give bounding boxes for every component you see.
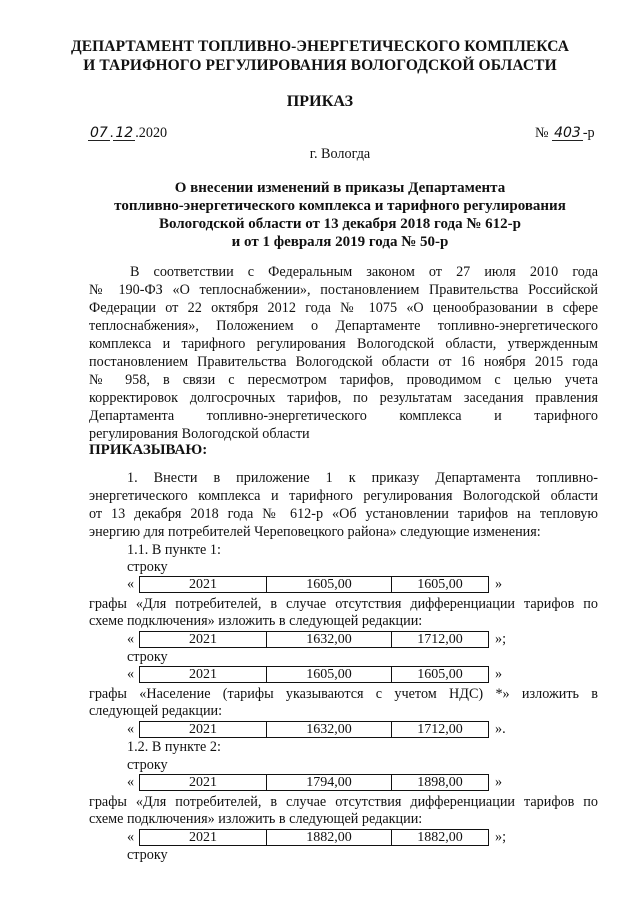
quote-close: ». xyxy=(495,721,506,737)
subject-line-3: Вологодской области от 13 декабря 2018 года № 612-р xyxy=(158,216,522,232)
cell-value-1: 1632,00 xyxy=(266,721,392,738)
cell-year: 2021 xyxy=(139,631,267,648)
cell-value-1: 1632,00 xyxy=(266,631,392,648)
tariff-row-1 xyxy=(127,576,507,594)
tariff-row-6 xyxy=(127,829,507,847)
tariff-row-5 xyxy=(127,774,507,792)
preamble-line-5: комплекса и тарифного регулирования Вологодской области, утвержденным xyxy=(89,336,598,352)
tariff-row-4 xyxy=(127,721,507,739)
cell-value-2: 1898,00 xyxy=(391,774,489,791)
cell-value-2: 1712,00 xyxy=(391,721,489,738)
word-stroku-4: строку xyxy=(127,847,168,863)
tariff-row-3 xyxy=(127,666,507,684)
number-handwritten: 403 xyxy=(554,125,581,141)
cell-year: 2021 xyxy=(139,666,267,683)
graph-potreb-line-1: графы «Для потребителей, в случае отсутствия дифференциации тарифов по xyxy=(89,596,598,612)
cell-value-2: 1882,00 xyxy=(391,829,489,846)
word-stroku-3: строку xyxy=(127,757,168,773)
subject-line-1: О внесении изменений в приказы Департамента xyxy=(174,180,506,196)
preamble-line-2: № 190-ФЗ «О теплоснабжении», постановлением Правительства Российской xyxy=(89,282,598,298)
graph-nasel-line-2: следующей редакции: xyxy=(89,703,223,719)
graph-nasel-line-1: графы «Население (тарифы указываются с учетом НДС) *» изложить в xyxy=(89,686,598,702)
quote-open: « xyxy=(127,721,135,737)
item1-line-4: энергию для потребителей Череповецкого района» следующие изменения: xyxy=(89,524,541,540)
preamble-line-9: Департамента топливно-энергетического комплекса и тарифного xyxy=(89,408,598,424)
quote-close: » xyxy=(495,666,503,682)
department-name-line2: И ТАРИФНОГО РЕГУЛИРОВАНИЯ ВОЛОГОДСКОЙ ОБЛАСТИ xyxy=(83,57,557,74)
date-month: 12 xyxy=(115,125,134,141)
quote-open: « xyxy=(127,829,135,845)
cell-value-1: 1605,00 xyxy=(266,666,392,683)
word-stroku-2: строку xyxy=(127,649,168,665)
cell-value-1: 1882,00 xyxy=(266,829,392,846)
subject-line-2: топливно-энергетического комплекса и тарифного регулирования xyxy=(114,198,566,214)
quote-open: « xyxy=(127,666,135,682)
order-date: 07 . 12 .2020 xyxy=(90,125,168,141)
cell-value-1: 1605,00 xyxy=(266,576,392,593)
cell-year: 2021 xyxy=(139,721,267,738)
preamble-line-1: В соответствии с Федеральным законом от 27 июля 2010 года xyxy=(130,264,598,280)
subitem-1-2: 1.2. В пункте 2: xyxy=(127,739,221,755)
decree-word: ПРИКАЗЫВАЮ: xyxy=(89,442,208,458)
city: г. Вологда xyxy=(309,146,371,162)
order-number xyxy=(535,125,595,142)
preamble-line-6: постановлением Правительства Вологодской области от 16 ноября 2015 года xyxy=(89,354,598,370)
cell-year: 2021 xyxy=(139,774,267,791)
quote-close: »; xyxy=(495,631,507,647)
preamble-line-8: корректировок долгосрочных тарифов, по результатам заседания правления xyxy=(89,390,598,406)
department-name-line1: ДЕПАРТАМЕНТ ТОПЛИВНО-ЭНЕРГЕТИЧЕСКОГО КОМПЛЕКСА xyxy=(70,38,570,55)
date-day: 07 xyxy=(90,125,108,141)
graph-potreb-line-2: схеме подключения» изложить в следующей редакции: xyxy=(89,613,423,629)
item1-line-1: 1. Внести в приложение 1 к приказу Департамента топливно- xyxy=(127,470,598,486)
word-stroku-1: строку xyxy=(127,559,168,575)
graph-potreb2-line-1: графы «Для потребителей, в случае отсутствия дифференциации тарифов по xyxy=(89,794,598,810)
preamble-line-7: № 958, в связи с пересмотром тарифов, проводимом с целью учета xyxy=(89,372,598,388)
item1-line-3: от 13 декабря 2018 года № 612-р «Об установлении тарифов на тепловую xyxy=(89,506,598,522)
cell-value-1: 1794,00 xyxy=(266,774,392,791)
quote-close: »; xyxy=(495,829,507,845)
quote-open: « xyxy=(127,576,135,592)
subitem-1-1: 1.1. В пункте 1: xyxy=(127,542,221,558)
cell-year: 2021 xyxy=(139,576,267,593)
quote-open: « xyxy=(127,631,135,647)
preamble-line-3: Федерации от 22 октября 2012 года № 1075 «О ценообразовании в сфере xyxy=(89,300,598,316)
date-year: .2020 xyxy=(135,125,168,141)
quote-close: » xyxy=(495,576,503,592)
number-sign: № xyxy=(535,125,549,141)
subject-line-4: и от 1 февраля 2019 года № 50-р xyxy=(231,234,449,250)
order-title: ПРИКАЗ xyxy=(286,93,354,110)
preamble-line-10: регулирования Вологодской области xyxy=(89,426,310,442)
preamble-line-4: теплоснабжения», Положением о Департаменте топливно-энергетического xyxy=(89,318,598,334)
quote-open: « xyxy=(127,774,135,790)
item1-line-2: энергетического комплекса и тарифного регулирования Вологодской области xyxy=(89,488,598,504)
graph-potreb2-line-2: схеме подключения» изложить в следующей редакции: xyxy=(89,811,423,827)
cell-value-2: 1712,00 xyxy=(391,631,489,648)
quote-close: » xyxy=(495,774,503,790)
cell-value-2: 1605,00 xyxy=(391,576,489,593)
number-suffix: -р xyxy=(582,125,595,141)
tariff-row-2 xyxy=(127,631,507,649)
cell-year: 2021 xyxy=(139,829,267,846)
cell-value-2: 1605,00 xyxy=(391,666,489,683)
